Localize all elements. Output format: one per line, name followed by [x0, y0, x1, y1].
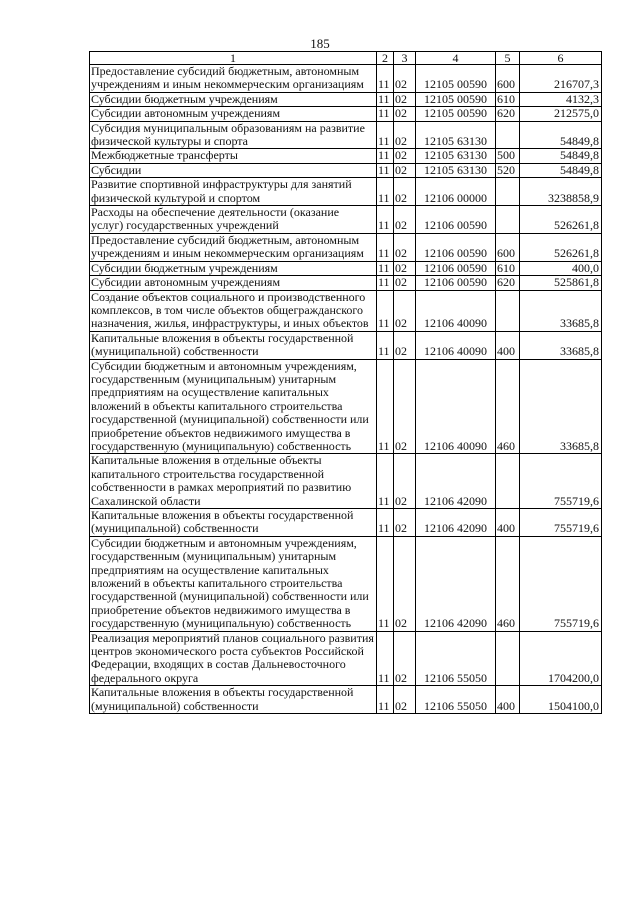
code-cell	[496, 178, 520, 206]
code-cell: 11	[377, 536, 394, 631]
code-cell: 02	[394, 65, 416, 93]
row-name-cell: Расходы на обеспечение деятельности (оказание услуг) государственных учреждений	[90, 206, 377, 234]
row-name-cell: Субсидии автономным учреждениям	[90, 276, 377, 290]
row-name-cell: Субсидии бюджетным и автономным учреждениям, государственным (муниципальным) унитарным предприятиям на осуществление капитальных вложений в объекты капитального строительства государственной (муниципальной) собственности или приобретение объектов недвижимого имущества в государственную (муниципальную) собственность	[90, 536, 377, 631]
amount-cell: 755719,6	[520, 536, 602, 631]
table-row	[90, 454, 602, 509]
amount-cell: 33685,8	[520, 290, 602, 331]
code-cell: 400	[496, 686, 520, 714]
code-cell: 12105 00590	[416, 65, 496, 93]
code-cell: 11	[377, 331, 394, 359]
table-header-row	[90, 52, 602, 65]
code-cell: 12106 55050	[416, 631, 496, 686]
amount-cell: 54849,8	[520, 149, 602, 163]
table-row	[90, 92, 602, 106]
code-cell: 11	[377, 509, 394, 537]
row-name-cell: Субсидии бюджетным учреждениям	[90, 261, 377, 275]
amount-cell: 525861,8	[520, 276, 602, 290]
code-cell: 520	[496, 163, 520, 177]
page-number: 185	[310, 36, 330, 51]
amount-cell: 33685,8	[520, 331, 602, 359]
row-name-cell: Развитие спортивной инфраструктуры для занятий физической культурой и спортом	[90, 178, 377, 206]
table-row	[90, 631, 602, 686]
code-cell: 11	[377, 261, 394, 275]
amount-cell: 33685,8	[520, 359, 602, 454]
table-row	[90, 233, 602, 261]
table-row	[90, 261, 602, 275]
row-name-cell: Капитальные вложения в отдельные объекты капитального строительства государственной собственности в рамках мероприятий по развитию Сахалинской области	[90, 454, 377, 509]
code-cell	[496, 454, 520, 509]
row-name-cell: Капитальные вложения в объекты государственной (муниципальной) собственности	[90, 331, 377, 359]
column-header: 6	[520, 52, 602, 65]
row-name-cell: Субсидии бюджетным и автономным учреждениям, государственным (муниципальным) унитарным предприятиям на осуществление капитальных вложений в объекты капитального строительства государственной (муниципальной) собственности или приобретение объектов недвижимого имущества в государственную (муниципальную) собственность	[90, 359, 377, 454]
column-header: 4	[416, 52, 496, 65]
table-row	[90, 276, 602, 290]
column-header: 2	[377, 52, 394, 65]
code-cell: 02	[394, 92, 416, 106]
code-cell: 600	[496, 233, 520, 261]
column-header: 1	[90, 52, 377, 65]
code-cell: 02	[394, 631, 416, 686]
code-cell: 12106 42090	[416, 536, 496, 631]
code-cell: 610	[496, 261, 520, 275]
row-name-cell: Субсидии	[90, 163, 377, 177]
amount-cell: 216707,3	[520, 65, 602, 93]
code-cell: 12106 40090	[416, 331, 496, 359]
table-row	[90, 107, 602, 121]
code-cell: 460	[496, 536, 520, 631]
code-cell: 12106 40090	[416, 359, 496, 454]
table-row	[90, 686, 602, 714]
code-cell: 12106 42090	[416, 454, 496, 509]
table-row	[90, 509, 602, 537]
column-header: 5	[496, 52, 520, 65]
code-cell: 02	[394, 178, 416, 206]
code-cell: 11	[377, 206, 394, 234]
code-cell: 600	[496, 65, 520, 93]
table-row	[90, 331, 602, 359]
code-cell: 11	[377, 65, 394, 93]
amount-cell: 4132,3	[520, 92, 602, 106]
amount-cell: 3238858,9	[520, 178, 602, 206]
code-cell: 02	[394, 359, 416, 454]
code-cell: 11	[377, 233, 394, 261]
code-cell: 400	[496, 509, 520, 537]
code-cell: 620	[496, 276, 520, 290]
code-cell: 02	[394, 163, 416, 177]
row-name-cell: Субсидия муниципальным образованиям на развитие физической культуры и спорта	[90, 121, 377, 149]
code-cell	[496, 631, 520, 686]
code-cell: 11	[377, 359, 394, 454]
code-cell: 02	[394, 261, 416, 275]
code-cell: 11	[377, 92, 394, 106]
row-name-cell: Реализация мероприятий планов социального развития центров экономического роста субъектов Российской Федерации, входящих в состав Дальневосточного федерального округа	[90, 631, 377, 686]
amount-cell: 54849,8	[520, 121, 602, 149]
code-cell: 02	[394, 290, 416, 331]
code-cell: 12106 00590	[416, 276, 496, 290]
code-cell: 12106 00590	[416, 206, 496, 234]
code-cell: 11	[377, 290, 394, 331]
amount-cell: 755719,6	[520, 509, 602, 537]
code-cell: 11	[377, 631, 394, 686]
code-cell: 11	[377, 686, 394, 714]
code-cell: 11	[377, 121, 394, 149]
amount-cell: 400,0	[520, 261, 602, 275]
table-row	[90, 536, 602, 631]
code-cell: 02	[394, 686, 416, 714]
code-cell: 02	[394, 331, 416, 359]
table-row	[90, 65, 602, 93]
table-row	[90, 163, 602, 177]
amount-cell: 212575,0	[520, 107, 602, 121]
code-cell: 02	[394, 536, 416, 631]
code-cell: 02	[394, 233, 416, 261]
code-cell: 11	[377, 178, 394, 206]
row-name-cell: Субсидии бюджетным учреждениям	[90, 92, 377, 106]
budget-table	[89, 51, 602, 714]
row-name-cell: Создание объектов социального и производственного комплексов, в том числе объектов общегражданского назначения, жилья, инфраструктуры, и иных объектов	[90, 290, 377, 331]
code-cell: 11	[377, 454, 394, 509]
code-cell: 02	[394, 121, 416, 149]
table-row	[90, 149, 602, 163]
code-cell: 12106 00000	[416, 178, 496, 206]
code-cell: 12106 42090	[416, 509, 496, 537]
row-name-cell: Капитальные вложения в объекты государственной (муниципальной) собственности	[90, 686, 377, 714]
table-row	[90, 290, 602, 331]
code-cell: 11	[377, 107, 394, 121]
table-row	[90, 121, 602, 149]
amount-cell: 1704200,0	[520, 631, 602, 686]
amount-cell: 755719,6	[520, 454, 602, 509]
code-cell: 12105 63130	[416, 149, 496, 163]
amount-cell: 526261,8	[520, 206, 602, 234]
code-cell: 02	[394, 206, 416, 234]
code-cell: 500	[496, 149, 520, 163]
code-cell: 02	[394, 509, 416, 537]
code-cell: 12105 63130	[416, 163, 496, 177]
amount-cell: 526261,8	[520, 233, 602, 261]
row-name-cell: Капитальные вложения в объекты государственной (муниципальной) собственности	[90, 509, 377, 537]
code-cell	[496, 121, 520, 149]
row-name-cell: Предоставление субсидий бюджетным, автономным учреждениям и иным некоммерческим организациям	[90, 65, 377, 93]
table-row	[90, 359, 602, 454]
amount-cell: 1504100,0	[520, 686, 602, 714]
code-cell: 02	[394, 149, 416, 163]
code-cell: 12106 40090	[416, 290, 496, 331]
code-cell: 12105 00590	[416, 107, 496, 121]
column-header: 3	[394, 52, 416, 65]
code-cell: 11	[377, 149, 394, 163]
code-cell: 610	[496, 92, 520, 106]
code-cell: 11	[377, 163, 394, 177]
table-row	[90, 178, 602, 206]
code-cell: 460	[496, 359, 520, 454]
code-cell: 12106 55050	[416, 686, 496, 714]
code-cell: 02	[394, 107, 416, 121]
row-name-cell: Межбюджетные трансферты	[90, 149, 377, 163]
row-name-cell: Предоставление субсидий бюджетным, автономным учреждениям и иным некоммерческим организациям	[90, 233, 377, 261]
code-cell: 12105 00590	[416, 92, 496, 106]
code-cell: 620	[496, 107, 520, 121]
code-cell: 02	[394, 454, 416, 509]
code-cell	[496, 290, 520, 331]
code-cell: 12106 00590	[416, 233, 496, 261]
code-cell: 400	[496, 331, 520, 359]
code-cell: 11	[377, 276, 394, 290]
table-row	[90, 206, 602, 234]
code-cell: 02	[394, 276, 416, 290]
amount-cell: 54849,8	[520, 163, 602, 177]
code-cell	[496, 206, 520, 234]
code-cell: 12105 63130	[416, 121, 496, 149]
code-cell: 12106 00590	[416, 261, 496, 275]
row-name-cell: Субсидии автономным учреждениям	[90, 107, 377, 121]
